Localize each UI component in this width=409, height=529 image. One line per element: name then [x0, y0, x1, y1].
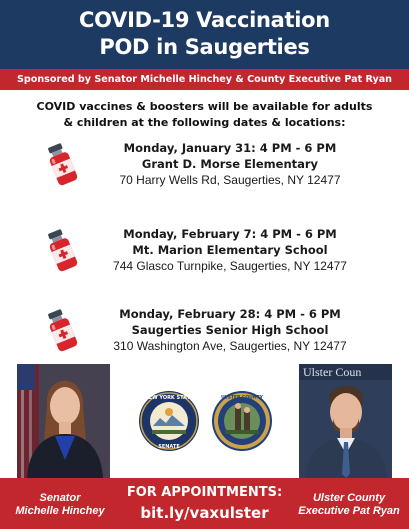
- svg-text:NEW YORK STATE: NEW YORK STATE: [144, 395, 194, 401]
- event-text: [90, 226, 370, 275]
- county-executive-caption-line-1: Ulster County: [312, 492, 386, 504]
- event-location: Mt. Marion Elementary School: [132, 243, 328, 257]
- background-sign-text: Ulster Coun: [303, 365, 362, 379]
- county-executive-portrait: [299, 364, 392, 478]
- vaccine-vial-icon: [44, 228, 80, 274]
- event-text: [90, 140, 370, 189]
- title-line-2: POD in Saugerties: [99, 35, 310, 59]
- senator-caption-line-1: Senator: [39, 492, 81, 504]
- event-date: Monday, February 28: 4 PM - 6 PM: [119, 307, 341, 321]
- intro-line-2: & children at the following dates & locations:: [63, 116, 346, 129]
- event-date: Monday, February 7: 4 PM - 6 PM: [123, 227, 337, 241]
- event-text: [90, 306, 370, 355]
- appointments-link[interactable]: bit.ly/vaxulster: [140, 504, 269, 522]
- vaccine-vial-icon: [44, 142, 80, 188]
- svg-text:ULSTER COUNTY: ULSTER COUNTY: [221, 395, 263, 401]
- header-banner: [0, 0, 409, 69]
- svg-text:SENATE: SENATE: [158, 444, 180, 450]
- intro-line-1: COVID vaccines & boosters will be available for adults: [36, 100, 373, 113]
- event-address: 310 Washington Ave, Saugerties, NY 12477: [113, 339, 347, 353]
- title-line-1: COVID-19 Vaccination: [79, 8, 330, 32]
- senator-portrait: [17, 364, 110, 478]
- intro-text: [0, 99, 409, 131]
- event-address: 70 Harry Wells Rd, Saugerties, NY 12477: [119, 173, 341, 187]
- footer-bar: [0, 478, 409, 529]
- senator-caption-line-2: Michelle Hinchey: [15, 505, 105, 517]
- appointments-label: FOR APPOINTMENTS:: [126, 485, 283, 500]
- county-executive-caption: [289, 492, 409, 518]
- event-location: Grant D. Morse Elementary: [141, 157, 319, 171]
- senator-caption: [0, 492, 120, 518]
- ny-senate-seal-icon: [138, 390, 200, 452]
- sponsor-bar: Sponsored by Senator Michelle Hinchey & County Executive Pat Ryan: [0, 69, 409, 90]
- event-date: Monday, January 31: 4 PM - 6 PM: [123, 141, 337, 155]
- ulster-county-seal-icon: [211, 390, 273, 452]
- event-address: 744 Glasco Turnpike, Saugerties, NY 12477: [113, 259, 347, 273]
- county-executive-caption-line-2: Executive Pat Ryan: [298, 505, 400, 517]
- vaccine-vial-icon: [44, 308, 80, 354]
- appointments-block: [120, 484, 289, 523]
- event-location: Saugerties Senior High School: [131, 323, 329, 337]
